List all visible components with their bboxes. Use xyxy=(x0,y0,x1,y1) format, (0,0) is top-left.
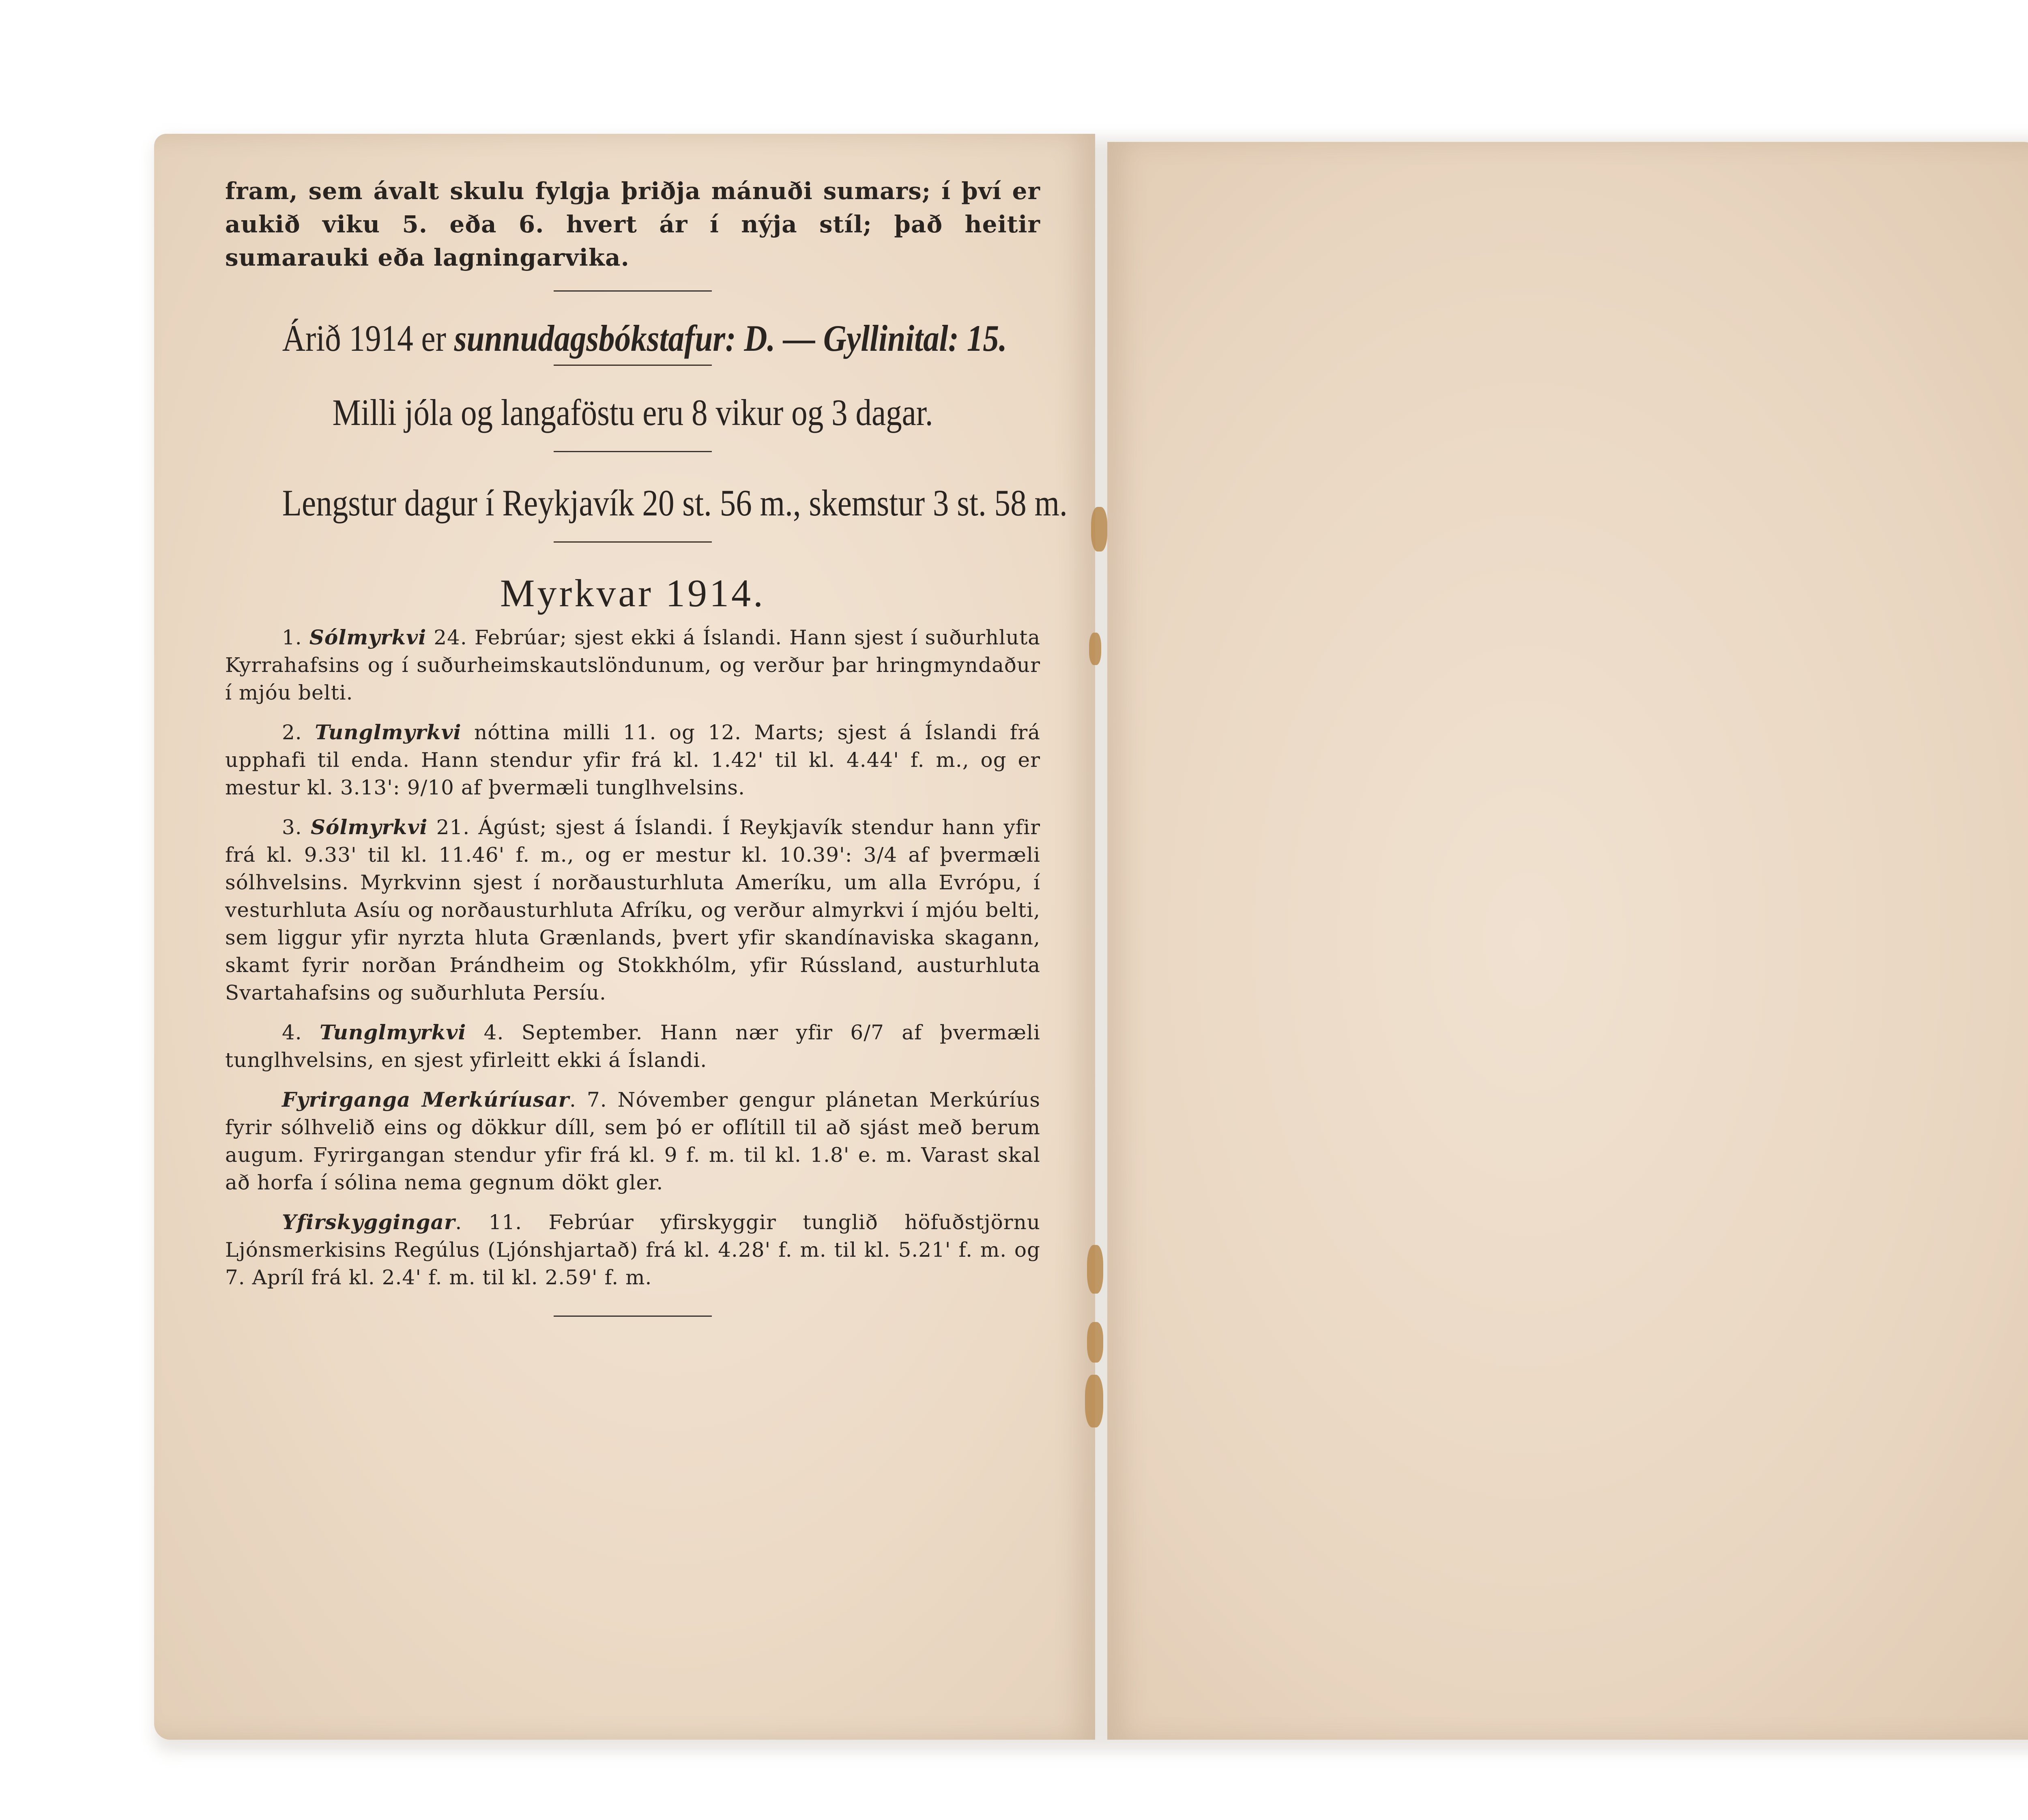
entry-title: Tunglmyrkvi xyxy=(315,720,462,744)
entry-title: Fyrirganga Merkúríusar xyxy=(282,1088,569,1112)
entry-title: Sólmyrkvi xyxy=(309,625,427,649)
separator-rule xyxy=(554,290,712,292)
year-prefix: Árið 1914 er xyxy=(282,318,454,359)
eclipse-entry xyxy=(225,813,1040,1007)
entry-number: 3. xyxy=(282,816,311,839)
eclipse-entry xyxy=(225,719,1040,801)
entry-text: . 7. Nóvember gengur plánetan Merkúríus fyrir sólhvelið eins og dökkur díll, sem þó er oflítill til að sjást með berum augum. Fyrirgangan stendur yfir frá kl. 9 f. m. til kl. 1.8' e. m. Varast skal að horfa í sólina nema gegnum dökt gler. xyxy=(225,1088,1040,1194)
entry-title: Yfirskyggingar xyxy=(282,1210,455,1234)
entry-title: Sólmyrkvi xyxy=(310,815,428,839)
separator-rule xyxy=(554,1316,712,1317)
entry-text: . 11. Febrúar yfirskyggir tunglið höfuðstjörnu Ljónsmerkisins Regúlus (Ljónshjartað) frá kl. 4.28' f. m. til kl. 5.21' f. m. og 7. Apríl frá kl. 2.4' f. m. til kl. 2.59' f. m. xyxy=(225,1210,1040,1289)
daylength-line: Lengstur dagur í Reykjavík 20 st. 56 m., skemstur 3 st. 58 m. xyxy=(282,482,1068,524)
entry-number: 2. xyxy=(282,721,315,744)
year-letters-line xyxy=(282,316,1007,361)
transit-entry xyxy=(225,1086,1040,1196)
eclipse-entry xyxy=(225,1019,1040,1074)
open-book xyxy=(154,134,2028,1748)
entry-text: 21. Ágúst; sjest á Íslandi. Í Reykjavík stendur hann yfir frá kl. 9.33' til kl. 11.46' f. m., og er mestur kl. 10.39': 3/4 af þvermæli sólhvelsins. Myrkvinn sjest í norðausturhluta Ameríku, um alla Evrópu, í vesturhluta Asíu og norðausturhluta Afríku, og verður almyrkvi í mjóu belti, sem liggur yfir nyrzta hluta Grænlands, þvert yfir skandínaviska skagann, skamt fyrir norðan Þrándheim og Stokkhólm, yfir Rússland, austurhluta Svartahafsins og suðurhluta Persíu. xyxy=(225,816,1040,1004)
eclipses-heading: Myrkvar 1914. xyxy=(500,571,765,615)
entry-number: 4. xyxy=(282,1021,320,1044)
eclipse-entry xyxy=(225,624,1040,706)
right-page xyxy=(1107,142,2028,1740)
left-page xyxy=(154,134,1095,1740)
golden-number-value: 15. xyxy=(959,318,1007,359)
binding-tear xyxy=(1089,633,1101,665)
entry-title: Tunglmyrkvi xyxy=(320,1020,466,1044)
entry-number: 1. xyxy=(282,626,309,649)
binding-tear xyxy=(1087,1322,1103,1363)
binding-tear xyxy=(1085,1375,1103,1427)
golden-number-label: Gyllinital: xyxy=(823,318,959,359)
entry-text: nóttina milli 11. og 12. Marts; sjest á Íslandi frá upphafi til enda. Hann stendur yfir frá kl. 1.42' til kl. 4.44' f. m., og er mestur kl. 3.13': 9/10 af þvermæli tunglhvelsins. xyxy=(225,721,1040,799)
weeks-line: Milli jóla og langaföstu eru 8 vikur og 3 dagar. xyxy=(332,392,933,433)
opening-paragraph: fram, sem ávalt skulu fylgja þriðja mánuði sumars; í því er aukið viku 5. eða 6. hvert ár í nýja stíl; það heitir sumarauki eða lagningarvika. xyxy=(225,177,1040,271)
sunday-letter-label: sunnudagsbókstafur: xyxy=(454,318,736,359)
sunday-letter-value: D. — xyxy=(736,318,823,359)
separator-rule xyxy=(554,365,712,366)
occultation-entry xyxy=(225,1208,1040,1291)
separator-rule xyxy=(554,541,712,543)
entry-text: 4. September. Hann nær yfir 6/7 af þvermæli tunglhvelsins, en sjest yfirleitt ekki á Íslandi. xyxy=(225,1021,1040,1072)
binding-tear xyxy=(1091,507,1107,552)
left-page-text xyxy=(225,174,1068,1317)
binding-tear xyxy=(1087,1245,1103,1294)
separator-rule xyxy=(554,451,712,452)
entry-text: 24. Febrúar; sjest ekki á Íslandi. Hann sjest í suðurhluta Kyrrahafsins og í suðurheimskautslöndunum, og verður þar hringmyndaður í mjóu belti. xyxy=(225,626,1040,704)
